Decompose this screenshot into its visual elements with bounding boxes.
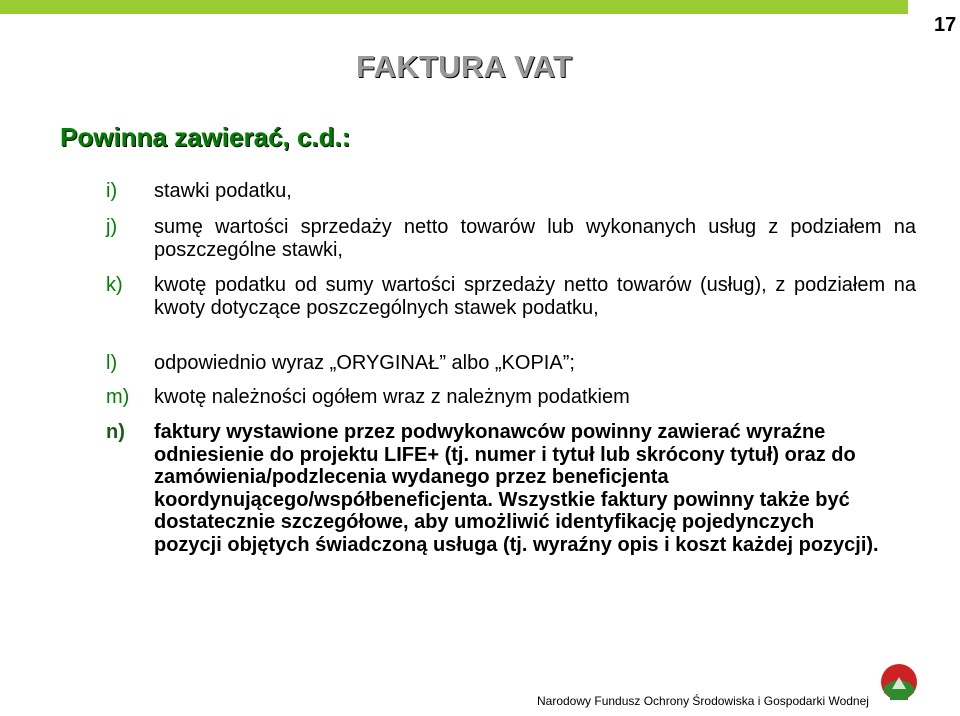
list-item-text: faktury wystawione przez podwykonawców powinny zawierać wyraźne odniesienie do projektu LIFE+ (tj. numer i tytuł lub skrócony tytuł) oraz do zamówienia/podzlecenia wydanego przez beneficjenta koordynującego/współbeneficjenta. Wszystkie faktury powinny także być dostatecznie szczegółowe, aby umożliwić identyfikację pojedynczych pozycji objętych świadczoną usługa (tj. wyraźny opis i koszt każdej pozycji). xyxy=(154,421,879,556)
list-item-text: kwotę należności ogółem wraz z należnym podatkiem xyxy=(154,386,630,408)
list-item-text: kwotę podatku od sumy wartości sprzedaży netto towarów (usług), z podziałem na kwoty dotyczące poszczególnych stawek podatku, xyxy=(154,274,916,319)
list-marker: l) xyxy=(106,352,118,374)
list-item-text: sumę wartości sprzedaży netto towarów lub wykonanych usług z podziałem na poszczególne stawki, xyxy=(154,216,916,261)
footer-text: Narodowy Fundusz Ochrony Środowiska i Gospodarki Wodnej xyxy=(537,694,869,708)
list-item-text: stawki podatku, xyxy=(154,180,292,202)
list-marker: n) xyxy=(106,421,125,443)
page-number: 17 xyxy=(934,14,957,36)
list-marker: m) xyxy=(106,386,130,408)
list-item-text: odpowiednio wyraz „ORYGINAŁ” albo „KOPIA”; xyxy=(154,352,575,374)
slide-subtitle: Powinna zawierać, c.d.: xyxy=(60,122,351,152)
nfosigw-logo-icon xyxy=(880,663,918,703)
list-marker: i) xyxy=(106,180,118,202)
top-accent-bar xyxy=(0,0,908,14)
list-marker: j) xyxy=(106,216,118,238)
slide-title: FAKTURA VAT xyxy=(356,49,573,84)
list-marker: k) xyxy=(106,274,123,296)
